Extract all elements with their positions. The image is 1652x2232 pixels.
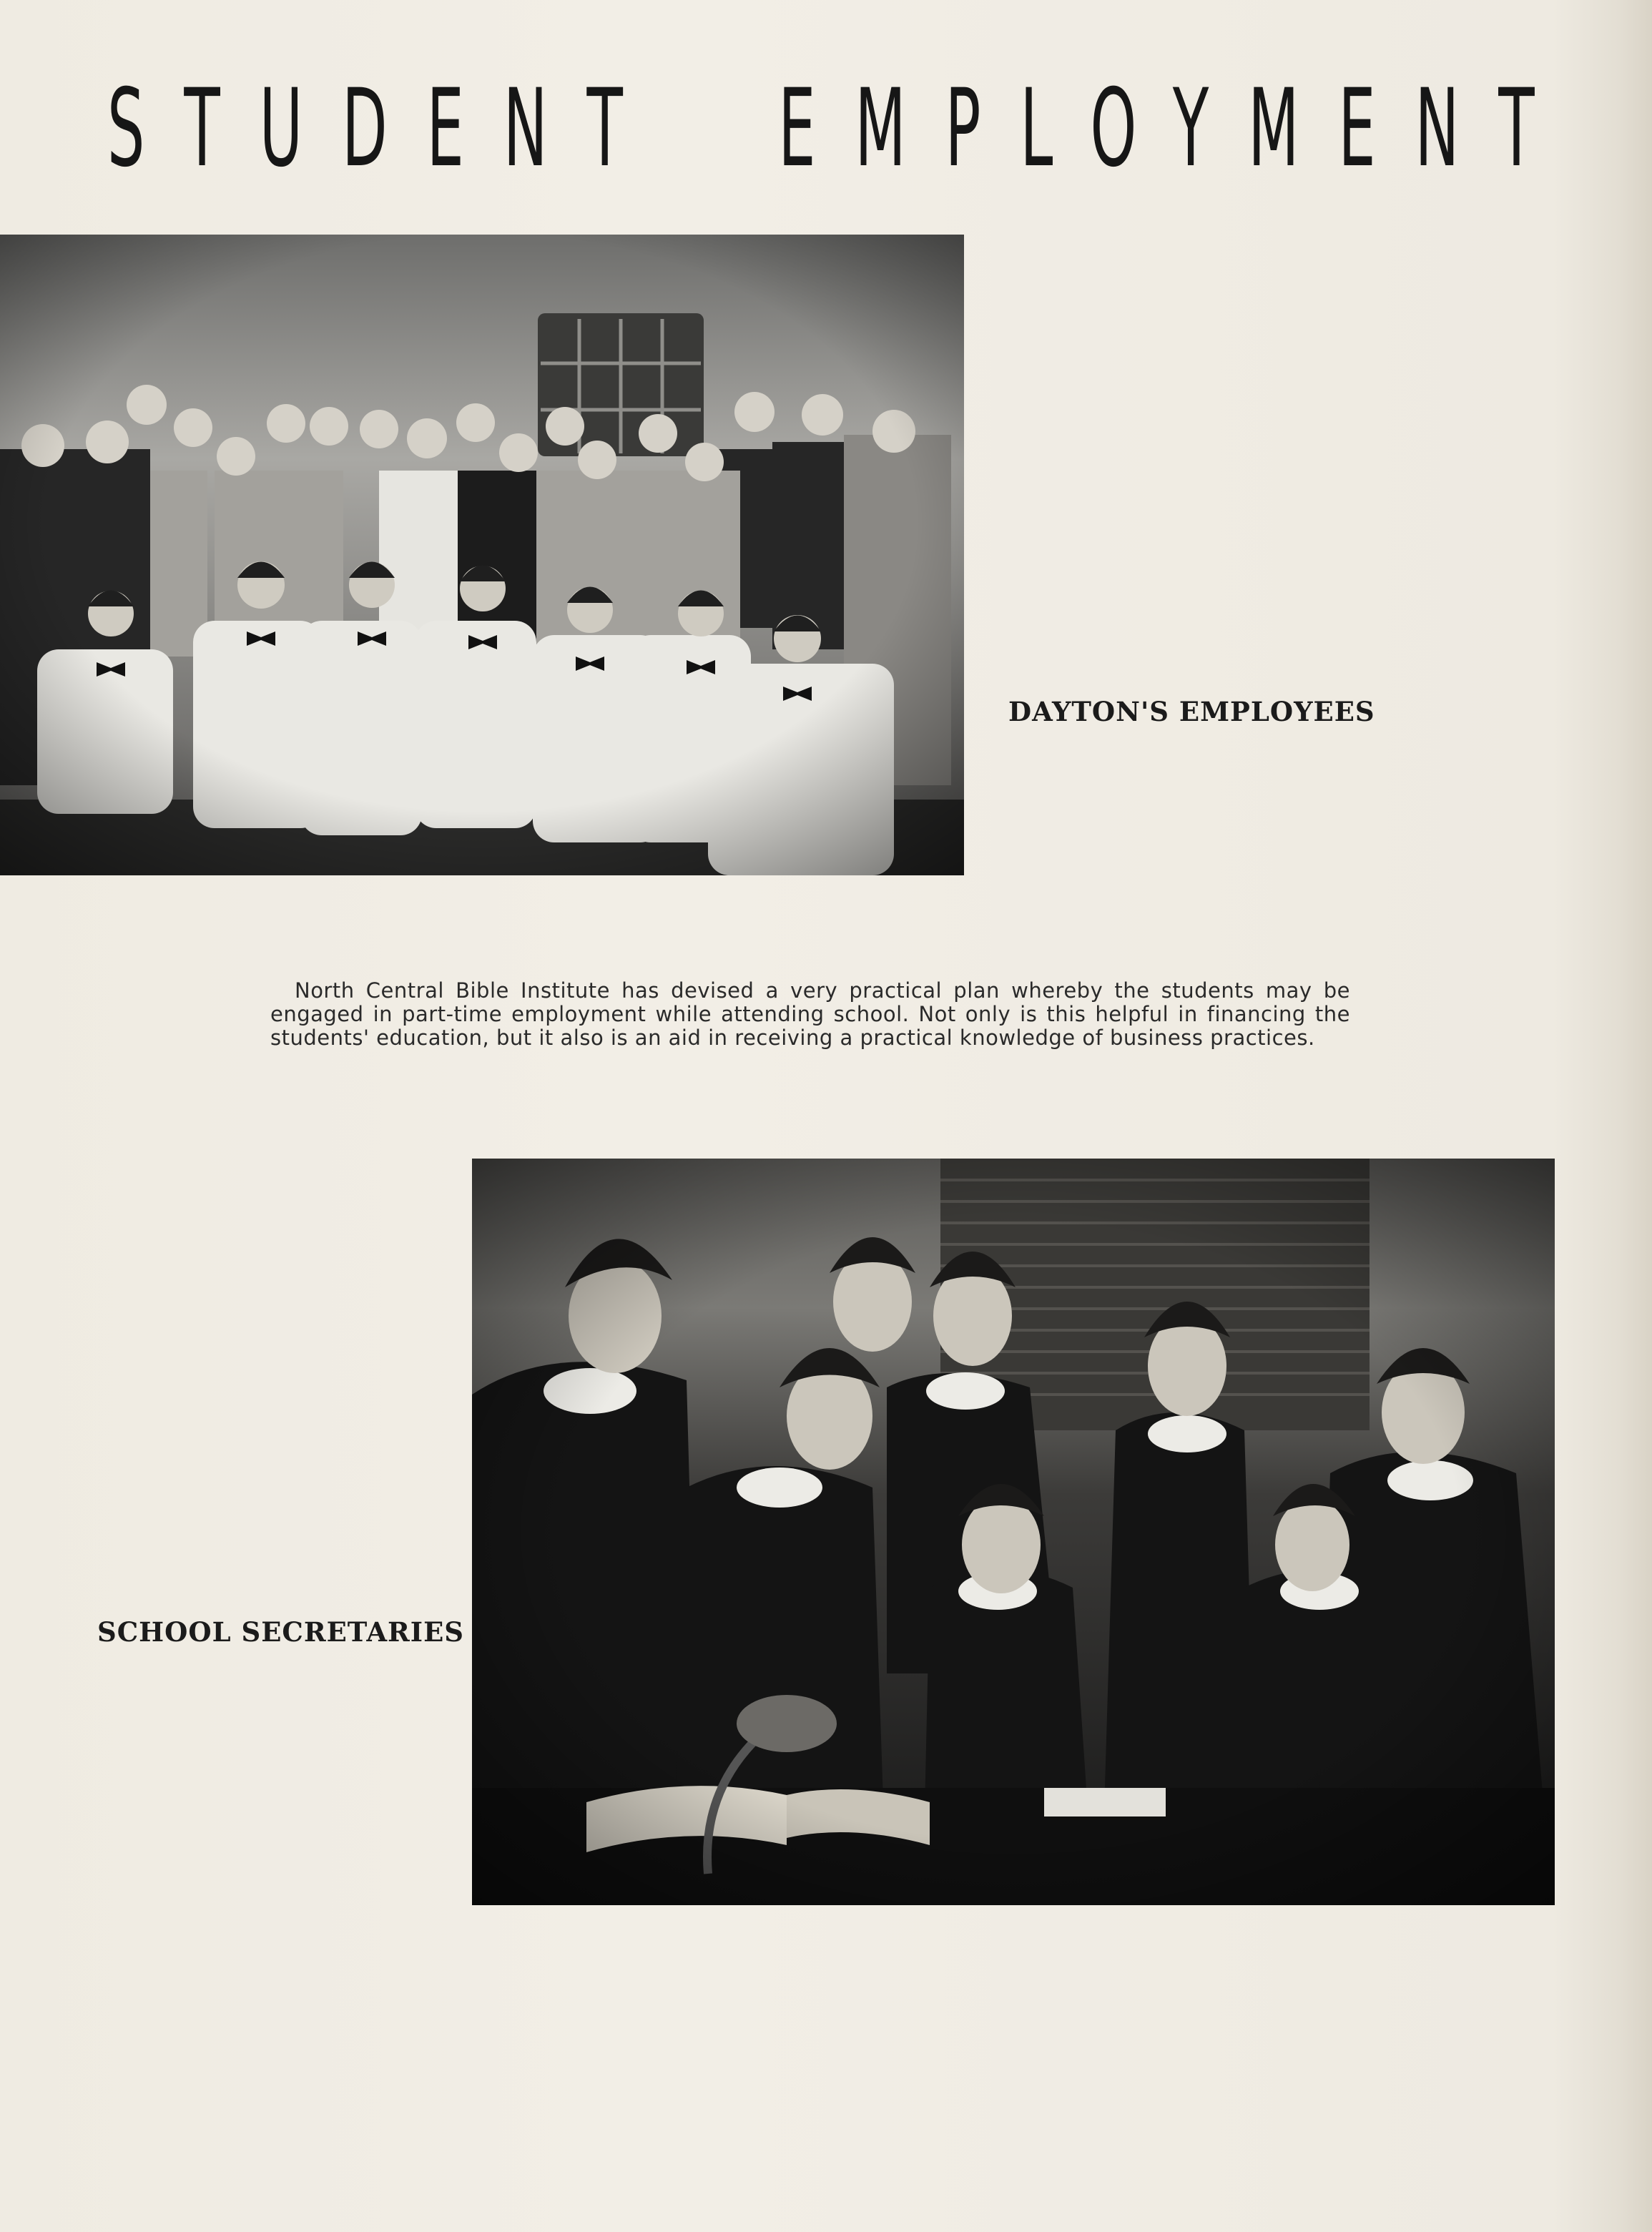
page-title: STUDENT EMPLOYMENT (107, 67, 1574, 191)
body-paragraph: North Central Bible Institute has devised a very practical plan whereby the students may be engaged in part-time employment while attending school. Not only is this helpful in financing the students' education, but it also is an aid in receiving a practical knowledge of business practices. (270, 978, 1350, 1050)
employees-photo (0, 235, 964, 875)
secretaries-photo (472, 1159, 1555, 1905)
employees-caption: DAYTON'S EMPLOYEES (1008, 696, 1375, 727)
secretaries-caption: SCHOOL SECRETARIES (97, 1616, 465, 1648)
employees-photo-image (0, 235, 964, 875)
secretaries-photo-image (472, 1159, 1555, 1905)
